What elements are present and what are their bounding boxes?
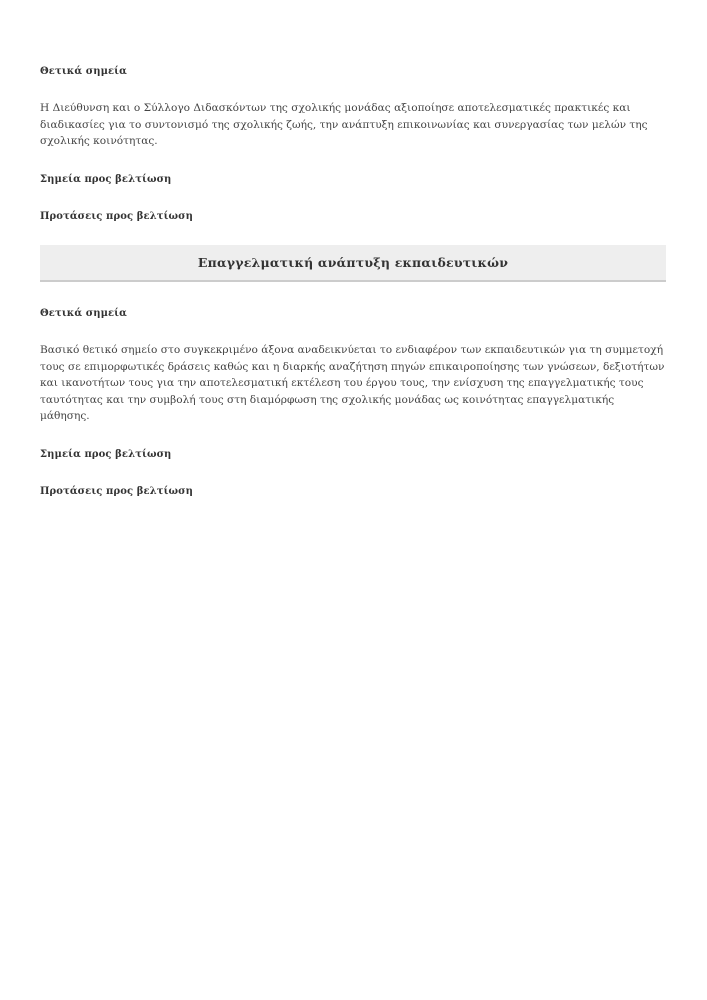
positive-points-text-2: Βασικό θετικό σημείο στο συγκεκριμένο άξονα αναδεικνύεται το ενδιαφέρον των εκπαιδευτικών για τη συμμετοχή τους σε επιμορφωτικές δράσεις καθώς και η διαρκής αναζήτηση πηγών επικαιροποίησης των γνώσεων, δεξιοτήτων και ικανοτήτων τους για την αποτελεσματική εκτέλεση του έργου τους, την ενίσχυση της επαγγελματικής τους ταυτότητας και την συμβολή τους στη διαμόρφωση της σχολικής μονάδας ως κοινότητας επαγγελματικής μάθησης. bbox=[40, 344, 665, 423]
improvement-points-heading: Σημεία προς βελτίωση bbox=[40, 174, 172, 185]
improvement-suggestions-heading: Προτάσεις προς βελτίωση bbox=[40, 211, 194, 222]
section-title: Επαγγελματική ανάπτυξη εκπαιδευτικών bbox=[197, 255, 509, 270]
improvement-points-heading-2: Σημεία προς βελτίωση bbox=[40, 449, 172, 460]
positive-points-heading-2: Θετικά σημεία bbox=[40, 308, 127, 319]
improvement-suggestions-heading-2: Προτάσεις προς βελτίωση bbox=[40, 486, 194, 497]
positive-points-heading: Θετικά σημεία bbox=[40, 66, 127, 77]
positive-points-text: Η Διεύθυνση και ο Σύλλογο Διδασκόντων της σχολικής μονάδας αξιοποίησε αποτελεσματικές πρακτικές και διαδικασίες για το συντονισμό της σχολικής ζωής, την ανάπτυξη επικοινωνίας και συνεργασίας των μελών της σχολικής κοινότητας. bbox=[40, 102, 648, 148]
section-header bbox=[40, 245, 666, 282]
